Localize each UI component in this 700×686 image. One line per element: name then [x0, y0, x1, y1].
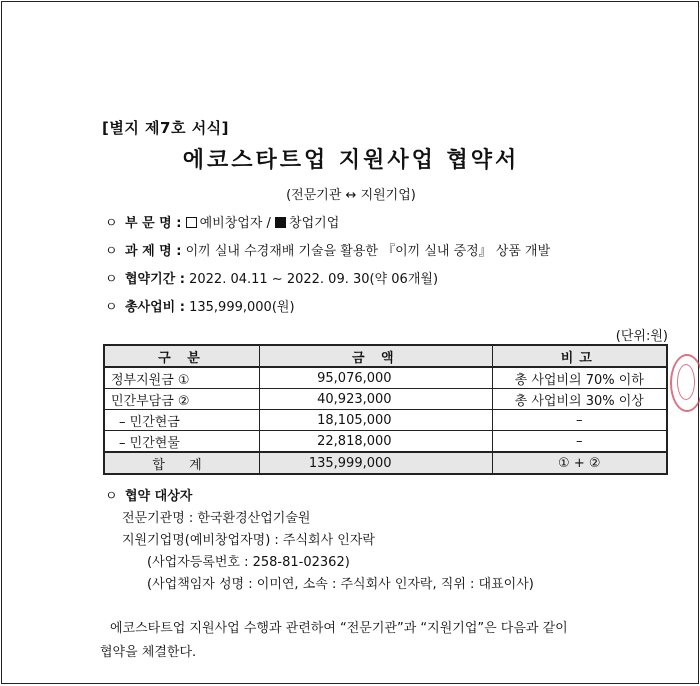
row-amount: 18,105,000	[260, 410, 493, 431]
period-row	[105, 268, 438, 287]
topic-label: 과 제 명 :	[125, 244, 182, 259]
document-subtitle: (전문기관 ↔ 지원기업)	[286, 188, 416, 203]
row-label: 민간부담금 ②	[104, 389, 260, 410]
bullet-marker: ㅇ	[105, 244, 118, 259]
row-amount: 40,923,000	[260, 389, 493, 410]
parties-section	[105, 486, 534, 596]
table-row	[104, 389, 667, 410]
agency-name: 전문기관명 : 한국환경산업기술원	[122, 511, 311, 526]
table-row	[104, 367, 667, 389]
registration-number: (사업자등록번호 : 258-81-02362)	[147, 555, 350, 570]
row-note: 총 사업비의 70% 이하	[492, 367, 667, 389]
cost-row	[105, 296, 295, 315]
option-startup: 창업기업	[289, 216, 340, 231]
total-note: ① + ②	[492, 452, 667, 474]
topic-row	[105, 240, 550, 259]
total-cost-value: 135,999,000(원)	[189, 300, 295, 315]
red-seal-stamp-icon	[670, 354, 700, 412]
row-note: –	[492, 410, 667, 431]
parties-heading-row	[105, 486, 534, 508]
table-header-row	[104, 345, 667, 367]
closing-statement	[100, 617, 620, 665]
row-label: – 민간현금	[104, 410, 260, 431]
parties-heading: 협약 대상자	[125, 489, 193, 504]
table-row	[104, 410, 667, 431]
total-cost-label: 총사업비 :	[125, 300, 185, 315]
period-label: 협약기간 :	[125, 272, 185, 287]
total-amount: 135,999,000	[260, 452, 493, 474]
document-title: 에코스타트업 지원사업 협약서	[182, 148, 520, 173]
row-note: –	[492, 431, 667, 453]
company-name: 지원기업명(예비창업자명) : 주식회사 인자락	[122, 533, 375, 548]
total-label: 합 계	[104, 452, 260, 474]
filled-checkbox-icon	[275, 217, 286, 228]
option-separator: /	[262, 216, 276, 231]
closing-line-2: 협약을 체결한다.	[100, 645, 197, 660]
option-pre-startup: 예비창업자	[199, 216, 263, 231]
header-category: 구 분	[104, 345, 260, 367]
closing-line-1: 에코스타트업 지원사업 수행과 관련하여 “전문기관”과 “지원기업”은 다음과 같이	[110, 621, 568, 636]
department-row	[105, 212, 339, 231]
bullet-marker: ㅇ	[105, 216, 118, 231]
table-row	[104, 431, 667, 453]
bullet-marker: ㅇ	[105, 272, 118, 287]
table-total-row	[104, 452, 667, 474]
bullet-marker: ㅇ	[105, 489, 118, 504]
row-label: – 민간현물	[104, 431, 260, 453]
row-note: 총 사업비의 30% 이상	[492, 389, 667, 410]
budget-table	[103, 344, 668, 475]
topic-value: 이끼 실내 수경재배 기술을 활용한 『이끼 실내 중정』 상품 개발	[185, 244, 551, 259]
header-note: 비고	[492, 345, 667, 367]
department-label: 부 문 명 :	[125, 216, 182, 231]
unit-label: (단위:원)	[615, 329, 668, 344]
bullet-marker: ㅇ	[105, 300, 118, 315]
agreement-document	[1, 1, 699, 684]
row-amount: 95,076,000	[260, 367, 493, 389]
empty-checkbox-icon	[186, 217, 197, 228]
header-amount: 금 액	[260, 345, 493, 367]
row-amount: 22,818,000	[260, 431, 493, 453]
row-label: 정부지원금 ①	[104, 367, 260, 389]
form-number-label: [별지 제7호 서식]	[102, 119, 230, 137]
period-value: 2022. 04.11 ∼ 2022. 09. 30(약 06개월)	[189, 272, 439, 287]
project-manager: (사업책임자 성명 : 이미연, 소속 : 주식회사 인자락, 직위 : 대표이사)	[147, 577, 534, 592]
